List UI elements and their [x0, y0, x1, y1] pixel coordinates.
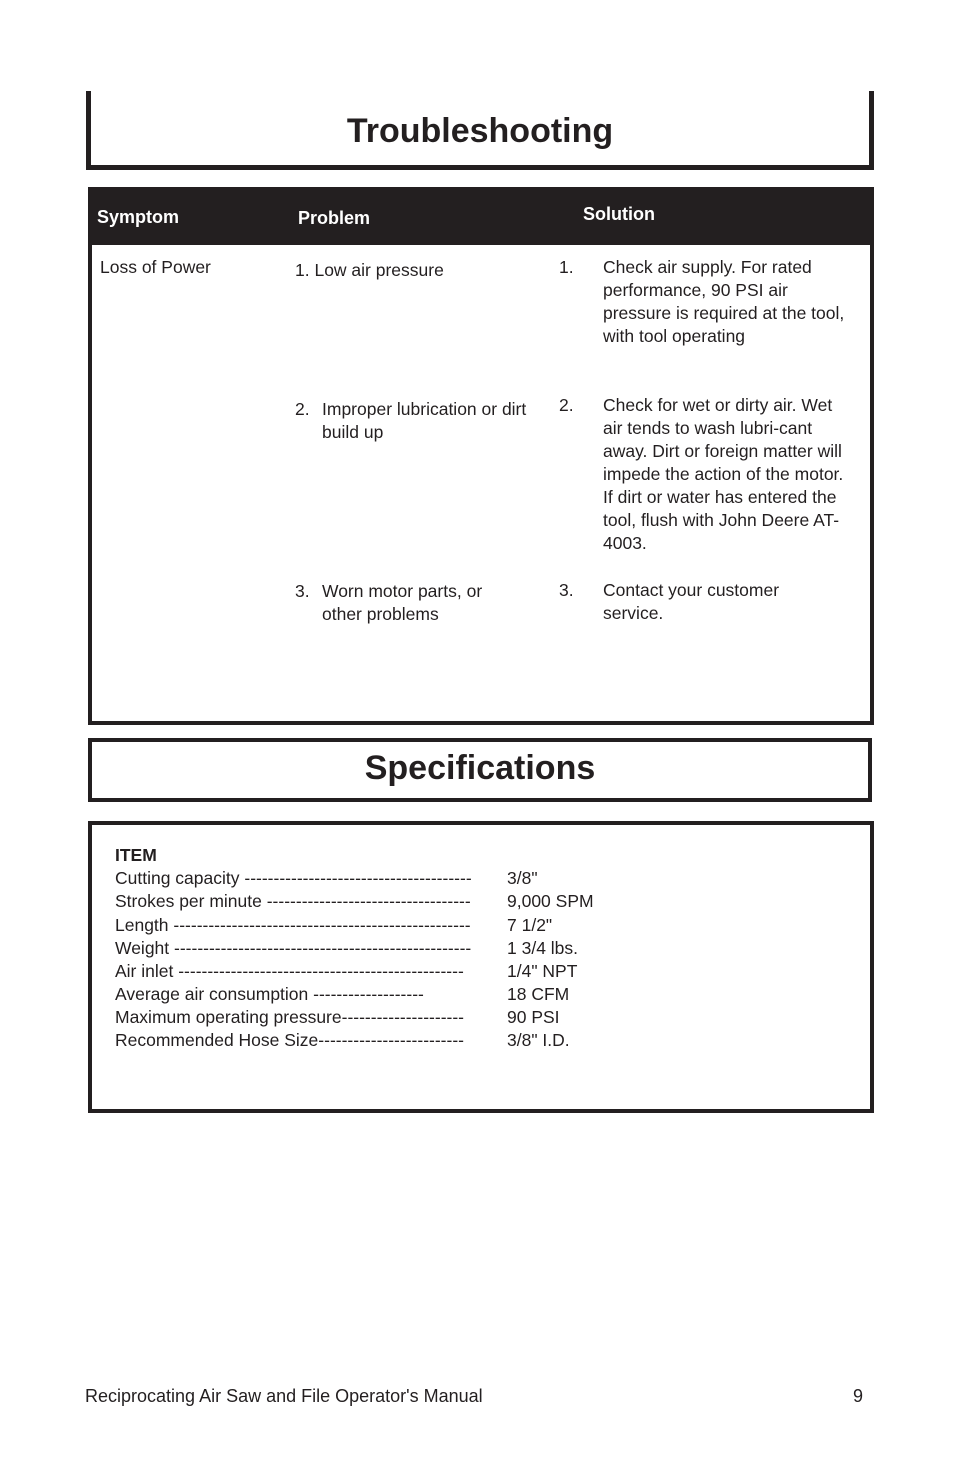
- spec-value-max-pressure: 90 PSI: [507, 1007, 560, 1027]
- spec-item-header: ITEM: [115, 845, 157, 865]
- spec-value-air-inlet: 1/4" NPT: [507, 961, 578, 981]
- problem-3-number: 3.: [295, 581, 310, 601]
- solution-2: Check for wet or dirty air. Wet air tends to wash lubri-cant away. Dirt or foreign matter will impede the action of the motor. If dirt or water has entered the tool, flush with John Deere AT-4003.: [603, 395, 844, 553]
- spec-label-max-pressure: Maximum operating pressure---------------------: [115, 1007, 465, 1027]
- solution-2-number: 2.: [559, 395, 574, 415]
- footer-manual-title: Reciprocating Air Saw and File Operator's Manual: [85, 1386, 483, 1406]
- spec-value-air-consumption: 18 CFM: [507, 984, 570, 1004]
- problem-2-number: 2.: [295, 399, 310, 419]
- solution-1-number: 1.: [559, 257, 574, 277]
- problem-3: Worn motor parts, or other problems: [322, 581, 483, 624]
- problem-2: Improper lubrication or dirt build up: [322, 399, 527, 442]
- solution-3-number: 3.: [559, 580, 574, 600]
- spec-value-hose-size: 3/8" I.D.: [507, 1030, 570, 1050]
- spec-label-hose-size: Recommended Hose Size-------------------------: [115, 1030, 464, 1050]
- symptom-cell: Loss of Power: [100, 257, 211, 277]
- spec-label-strokes-per-minute: Strokes per minute -----------------------------------: [115, 891, 471, 911]
- troubleshooting-table: [88, 187, 874, 725]
- specifications-box: [88, 821, 874, 1113]
- header-symptom: Symptom: [97, 207, 180, 227]
- solution-1: Check air supply. For rated performance, 90 PSI air pressure is required at the tool, with tool operating: [603, 257, 845, 346]
- table-header-row: [92, 191, 870, 245]
- spec-label-air-consumption: Average air consumption -------------------: [115, 984, 424, 1004]
- spec-value-cutting-capacity: 3/8": [507, 868, 538, 888]
- spec-label-air-inlet: Air inlet -------------------------------------------------: [115, 961, 464, 981]
- specifications-title: Specifications: [364, 749, 596, 787]
- spec-label-cutting-capacity: Cutting capacity ---------------------------------------: [115, 868, 472, 888]
- solution-3: Contact your customer service.: [603, 580, 780, 623]
- header-problem: Problem: [298, 208, 371, 228]
- problem-1: 1. Low air pressure: [295, 260, 444, 280]
- troubleshooting-heading-box: [86, 91, 874, 170]
- spec-value-strokes-per-minute: 9,000 SPM: [507, 891, 594, 911]
- spec-value-length: 7 1/2": [507, 915, 553, 935]
- spec-label-length: Length ---------------------------------------------------: [115, 915, 471, 935]
- troubleshooting-title: Troubleshooting: [346, 112, 614, 150]
- header-solution: Solution: [583, 204, 655, 224]
- spec-value-weight: 1 3/4 lbs.: [507, 938, 579, 958]
- footer-page-number: 9: [853, 1386, 864, 1406]
- spec-label-weight: Weight ---------------------------------------------------: [115, 938, 472, 958]
- specifications-heading-box: [88, 738, 872, 802]
